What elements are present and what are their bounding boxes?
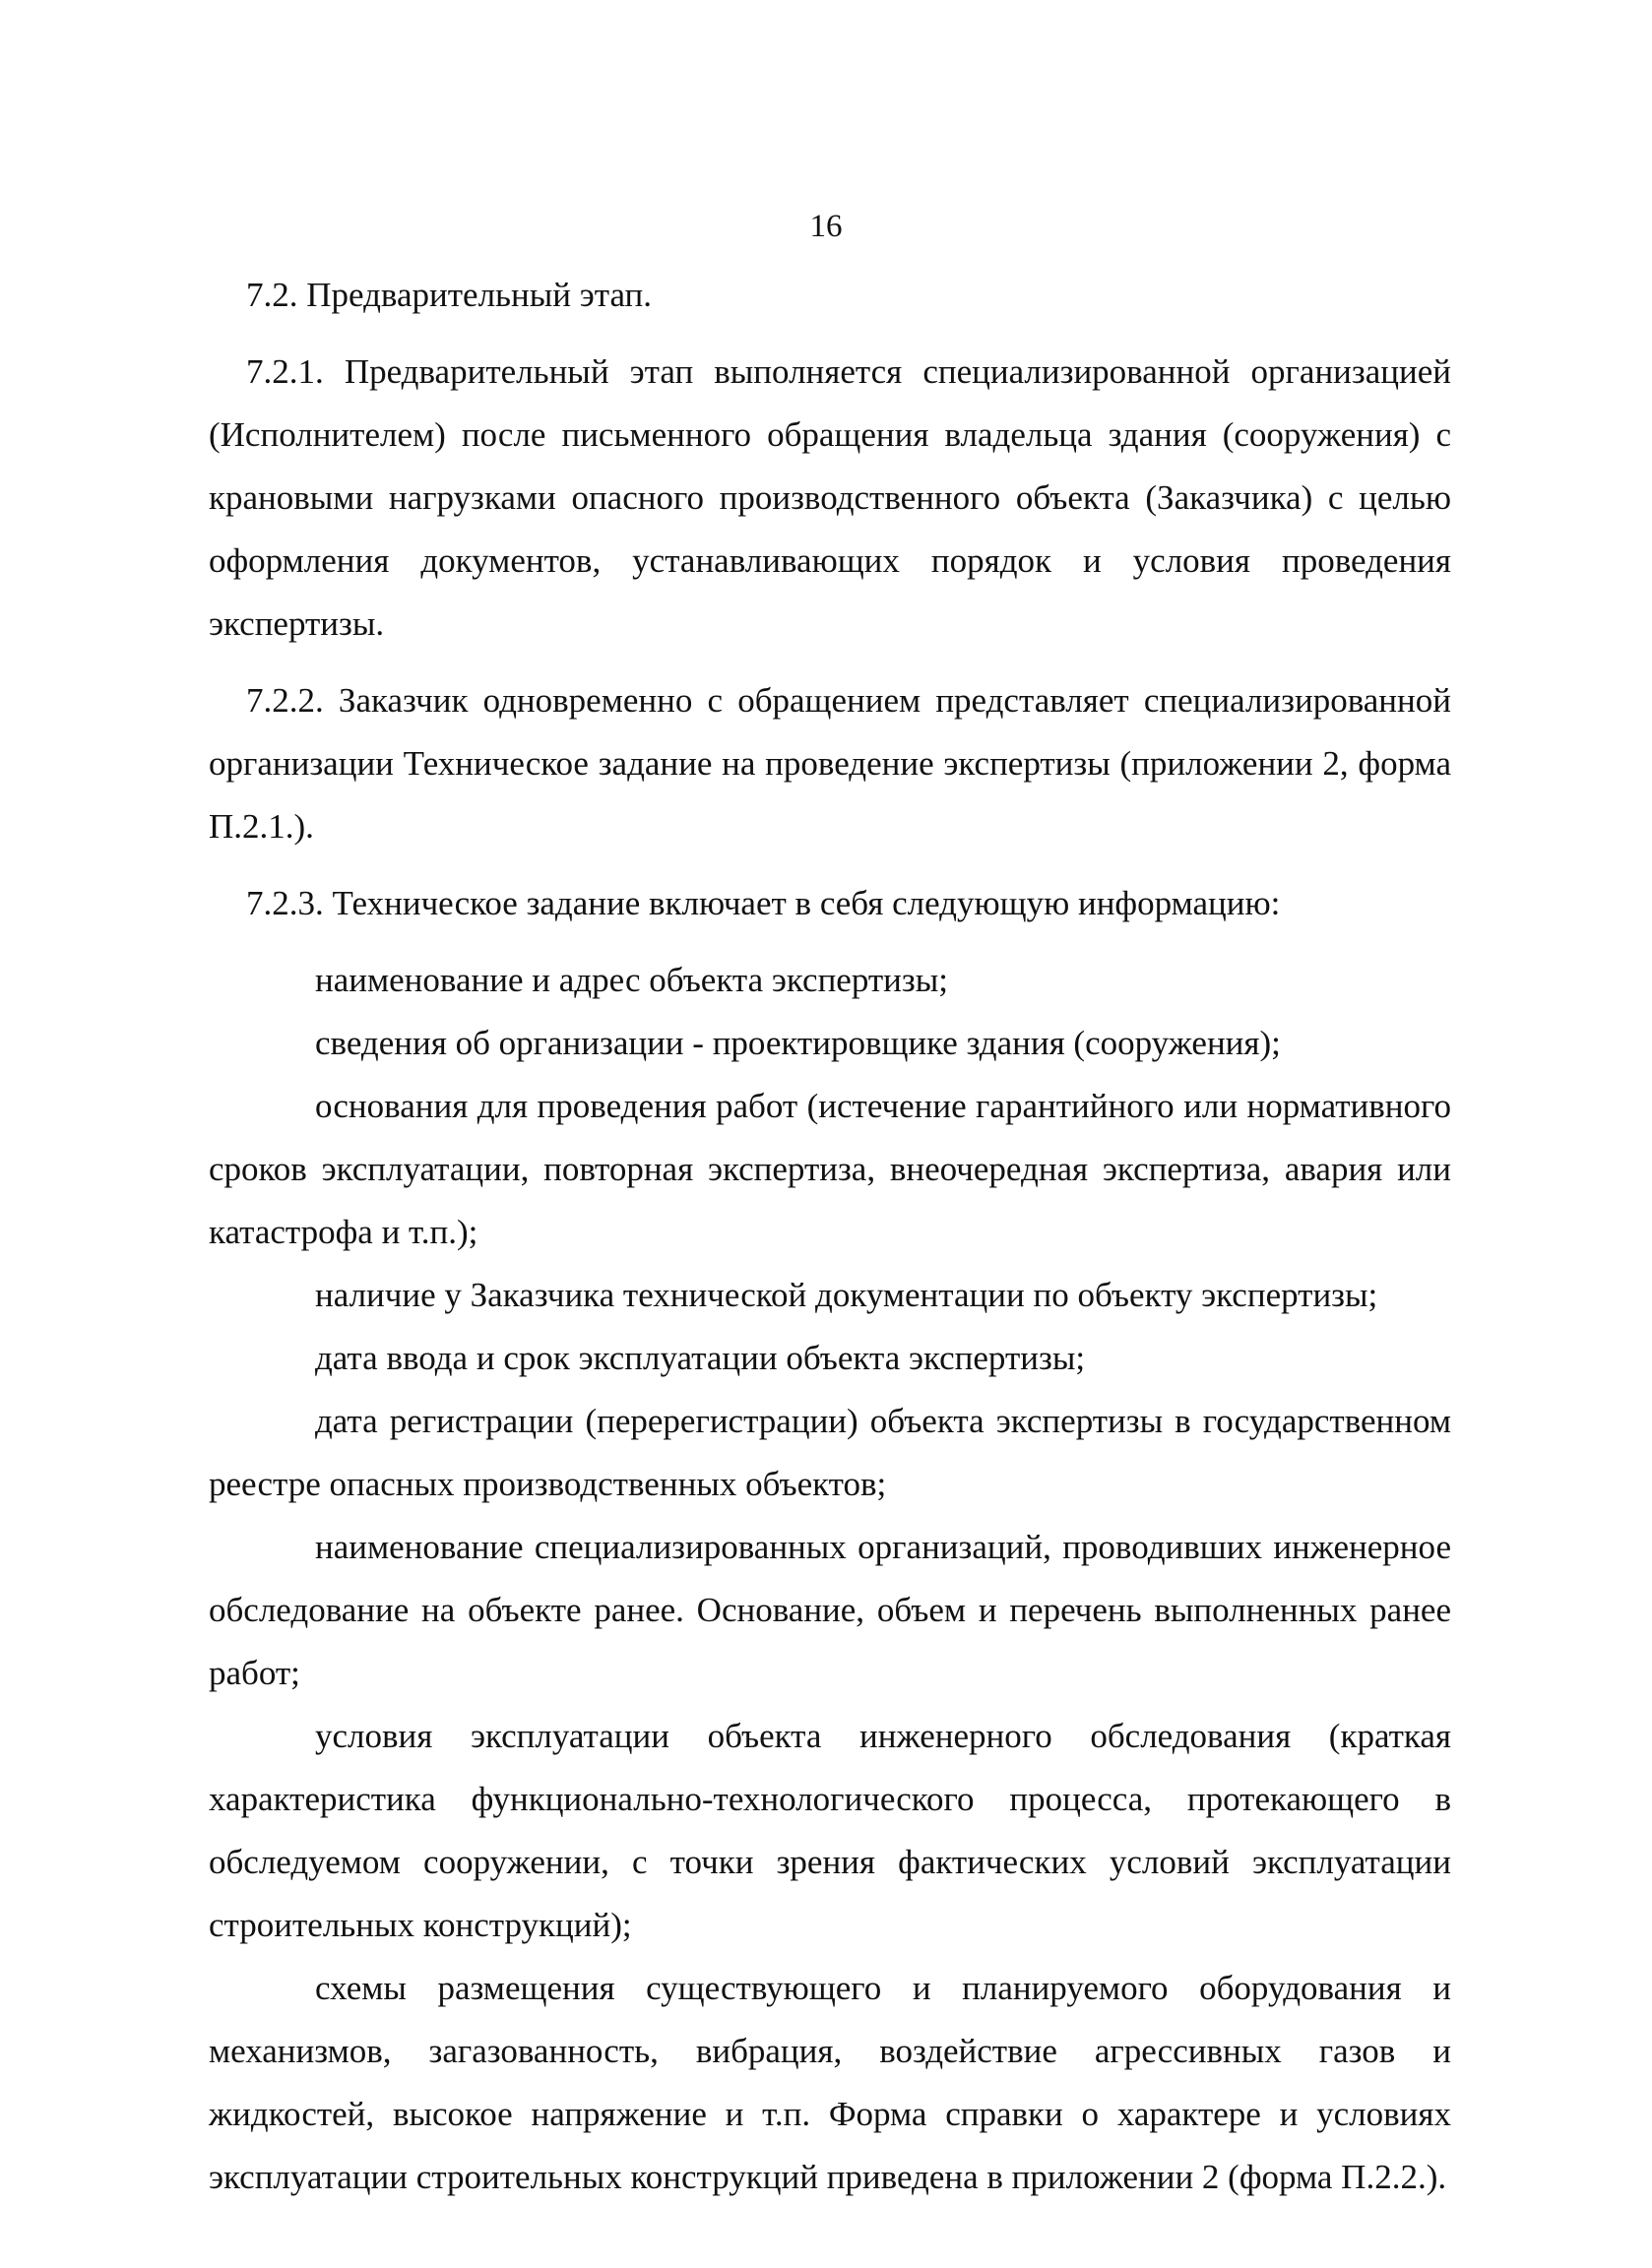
- paragraph-7-2-3: 7.2.3. Техническое задание включает в себя следующую информацию:: [246, 884, 1281, 922]
- paragraph-7-2-2: 7.2.2. Заказчик одновременно с обращением представляет специализированной организации Техническое задание на проведение экспертизы (приложении 2, форма П.2.1.).: [209, 681, 1451, 846]
- info-list: [209, 949, 1451, 2209]
- list-item: дата ввода и срок эксплуатации объекта экспертизы;: [315, 1339, 1086, 1377]
- page-number: 16: [809, 209, 843, 244]
- list-item: наличие у Заказчика технической документации по объекту экспертизы;: [315, 1276, 1378, 1314]
- paragraph-7-2-1: 7.2.1. Предварительный этап выполняется специализированной организацией (Исполнителем) после письменного обращения владельца здания (сооружения) с крановыми нагрузками опасного производственного объекта (Заказчика) с целью оформления документов, устанавливающих порядок и условия проведения экспертизы.: [209, 352, 1451, 643]
- list-item: дата регистрации (перерегистрации) объекта экспертизы в государственном реестре опасных производственных объектов;: [209, 1402, 1451, 1503]
- list-item: наименование и адрес объекта экспертизы;: [315, 961, 948, 999]
- list-item: основания для проведения работ (истечение гарантийного или нормативного сроков эксплуатации, повторная экспертиза, внеочередная экспертиза, авария или катастрофа и т.п.);: [209, 1087, 1451, 1251]
- list-item: условия эксплуатации объекта инженерного обследования (краткая характеристика функционально-технологического процесса, протекающего в обследуемом сооружении, с точки зрения фактических условий эксплуатации строительных конструкций);: [209, 1717, 1451, 1944]
- list-item: наименование специализированных организаций, проводивших инженерное обследование на объекте ранее. Основание, объем и перечень выполненных ранее работ;: [209, 1528, 1451, 1692]
- list-item: сведения об организации - проектировщике здания (сооружения);: [315, 1024, 1281, 1062]
- list-item: схемы размещения существующего и планируемого оборудования и механизмов, загазованность, вибрация, воздействие агрессивных газов и жидкостей, высокое напряжение и т.п. Форма справки о характере и условиях эксплуатации строительных конструкций приведена в приложении 2 (форма П.2.2.).: [209, 1969, 1451, 2196]
- section-heading-7-2: 7.2. Предварительный этап.: [246, 276, 653, 314]
- document-body: [209, 264, 1451, 2209]
